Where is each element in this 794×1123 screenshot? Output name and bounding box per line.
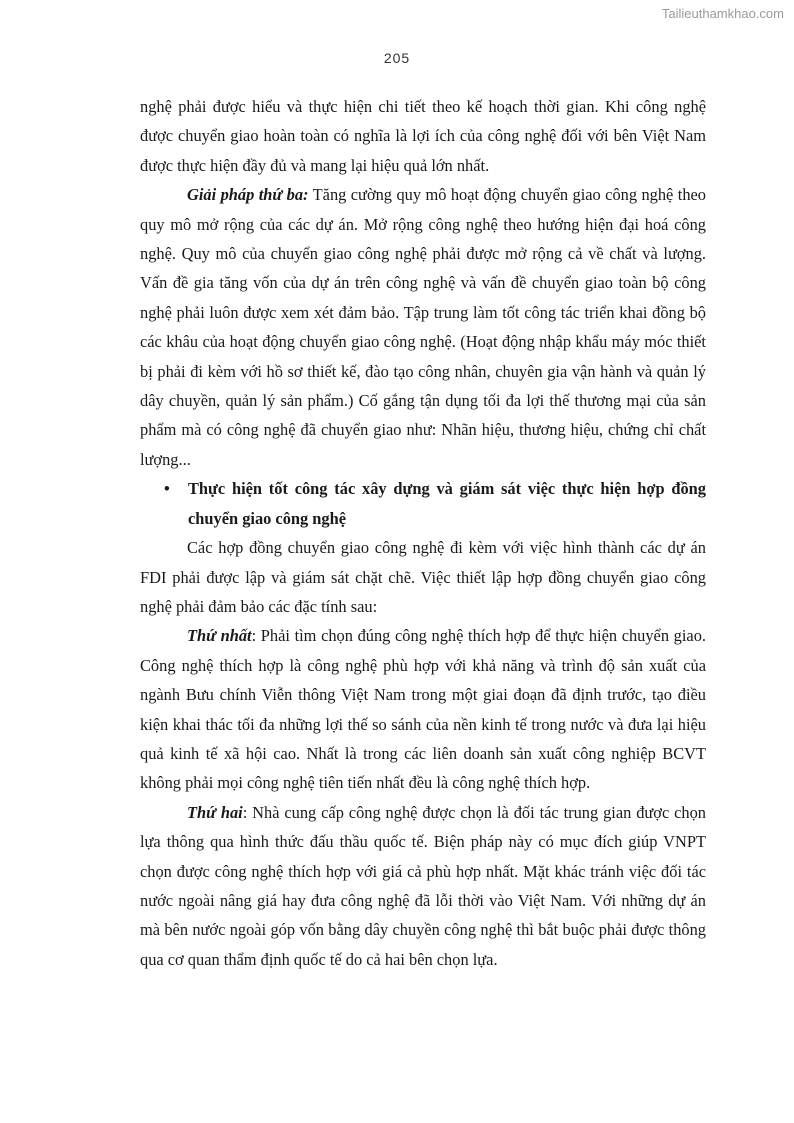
bullet-heading: Thực hiện tốt công tác xây dựng và giám sát việc thực hiện hợp đồng chuyển giao công nghệ — [188, 479, 706, 528]
watermark: Tailieuthamkhao.com — [661, 6, 784, 21]
second-label: Thứ hai — [187, 802, 243, 822]
bullet-item — [140, 474, 706, 533]
first-label: Thứ nhất — [187, 626, 252, 646]
document-body — [140, 92, 706, 974]
paragraph-solution-three — [140, 180, 706, 474]
page-number: 205 — [383, 50, 411, 66]
first-text: : Phải tìm chọn đúng công nghệ thích hợp để thực hiện chuyển giao. Công nghệ thích hợp là công nghệ phù hợp với khả năng và trình độ sản xuất của ngành Bưu chính Viễn thông Việt Nam trong một giai đoạn đã định trước, tạo điều kiện khai thác tối đa những lợi thế so sánh của nền kinh tế trong nước và đưa lại hiệu quả kinh tế xã hội cao. Nhất là trong các liên doanh sản xuất công nghiệp BCVT không phải mọi công nghệ tiên tiến nhất đều là công nghệ thích hợp. — [140, 626, 706, 793]
bullet-icon: • — [164, 479, 170, 499]
paragraph-first — [140, 621, 706, 797]
paragraph-contracts: Các hợp đồng chuyển giao công nghệ đi kèm với việc hình thành các dự án FDI phải được lập và giám sát chặt chẽ. Việc thiết lập hợp đồng chuyển giao công nghệ phải đảm bảo các đặc tính sau: — [140, 538, 706, 616]
solution-three-text: Tăng cường quy mô hoạt động chuyển giao công nghệ theo quy mô mở rộng của các dự án. Mở rộng công nghệ theo hướng hiện đại hoá công nghệ. Quy mô của chuyển giao công nghệ phải được mở rộng cả về chất và lượng. Vấn đề gia tăng vốn của dự án trên công nghệ và vấn đề chuyển giao toàn bộ công nghệ phải luôn được xem xét đảm bảo. Tập trung làm tốt công tác triển khai đồng bộ các khâu của hoạt động chuyển giao công nghệ. (Hoạt động nhập khẩu máy móc thiết bị phải đi kèm với hồ sơ thiết kế, đào tạo công nhân, chuyên gia vận hành và quản lý dây chuyền, quản lý sản phẩm.) Cố gắng tận dụng tối đa lợi thế thương mại của sản phẩm mà có công nghệ đã chuyển giao như: Nhãn hiệu, thương hiệu, chứng chỉ chất lượng... — [140, 185, 706, 469]
paragraph-continuation: nghệ phải được hiểu và thực hiện chi tiết theo kế hoạch thời gian. Khi công nghệ được chuyển giao hoàn toàn có nghĩa là lợi ích của công nghệ đối với bên Việt Nam được thực hiện đầy đủ và mang lại hiệu quả lớn nhất. — [140, 97, 706, 175]
paragraph-second — [140, 798, 706, 974]
second-text: : Nhà cung cấp công nghệ được chọn là đối tác trung gian được chọn lựa thông qua hình thức đấu thầu quốc tế. Biện pháp này có mục đích giúp VNPT chọn được công nghệ thích hợp với giá cả phù hợp nhất. Mặt khác tránh việc đối tác nước ngoài nâng giá hay đưa công nghệ đã lỗi thời vào Việt Nam. Với những dự án mà bên nước ngoài góp vốn bằng dây chuyền công nghệ thì bắt buộc phải được thông qua cơ quan thẩm định quốc tế do cả hai bên chọn lựa. — [140, 802, 706, 969]
solution-three-label: Giải pháp thứ ba: — [187, 185, 309, 205]
